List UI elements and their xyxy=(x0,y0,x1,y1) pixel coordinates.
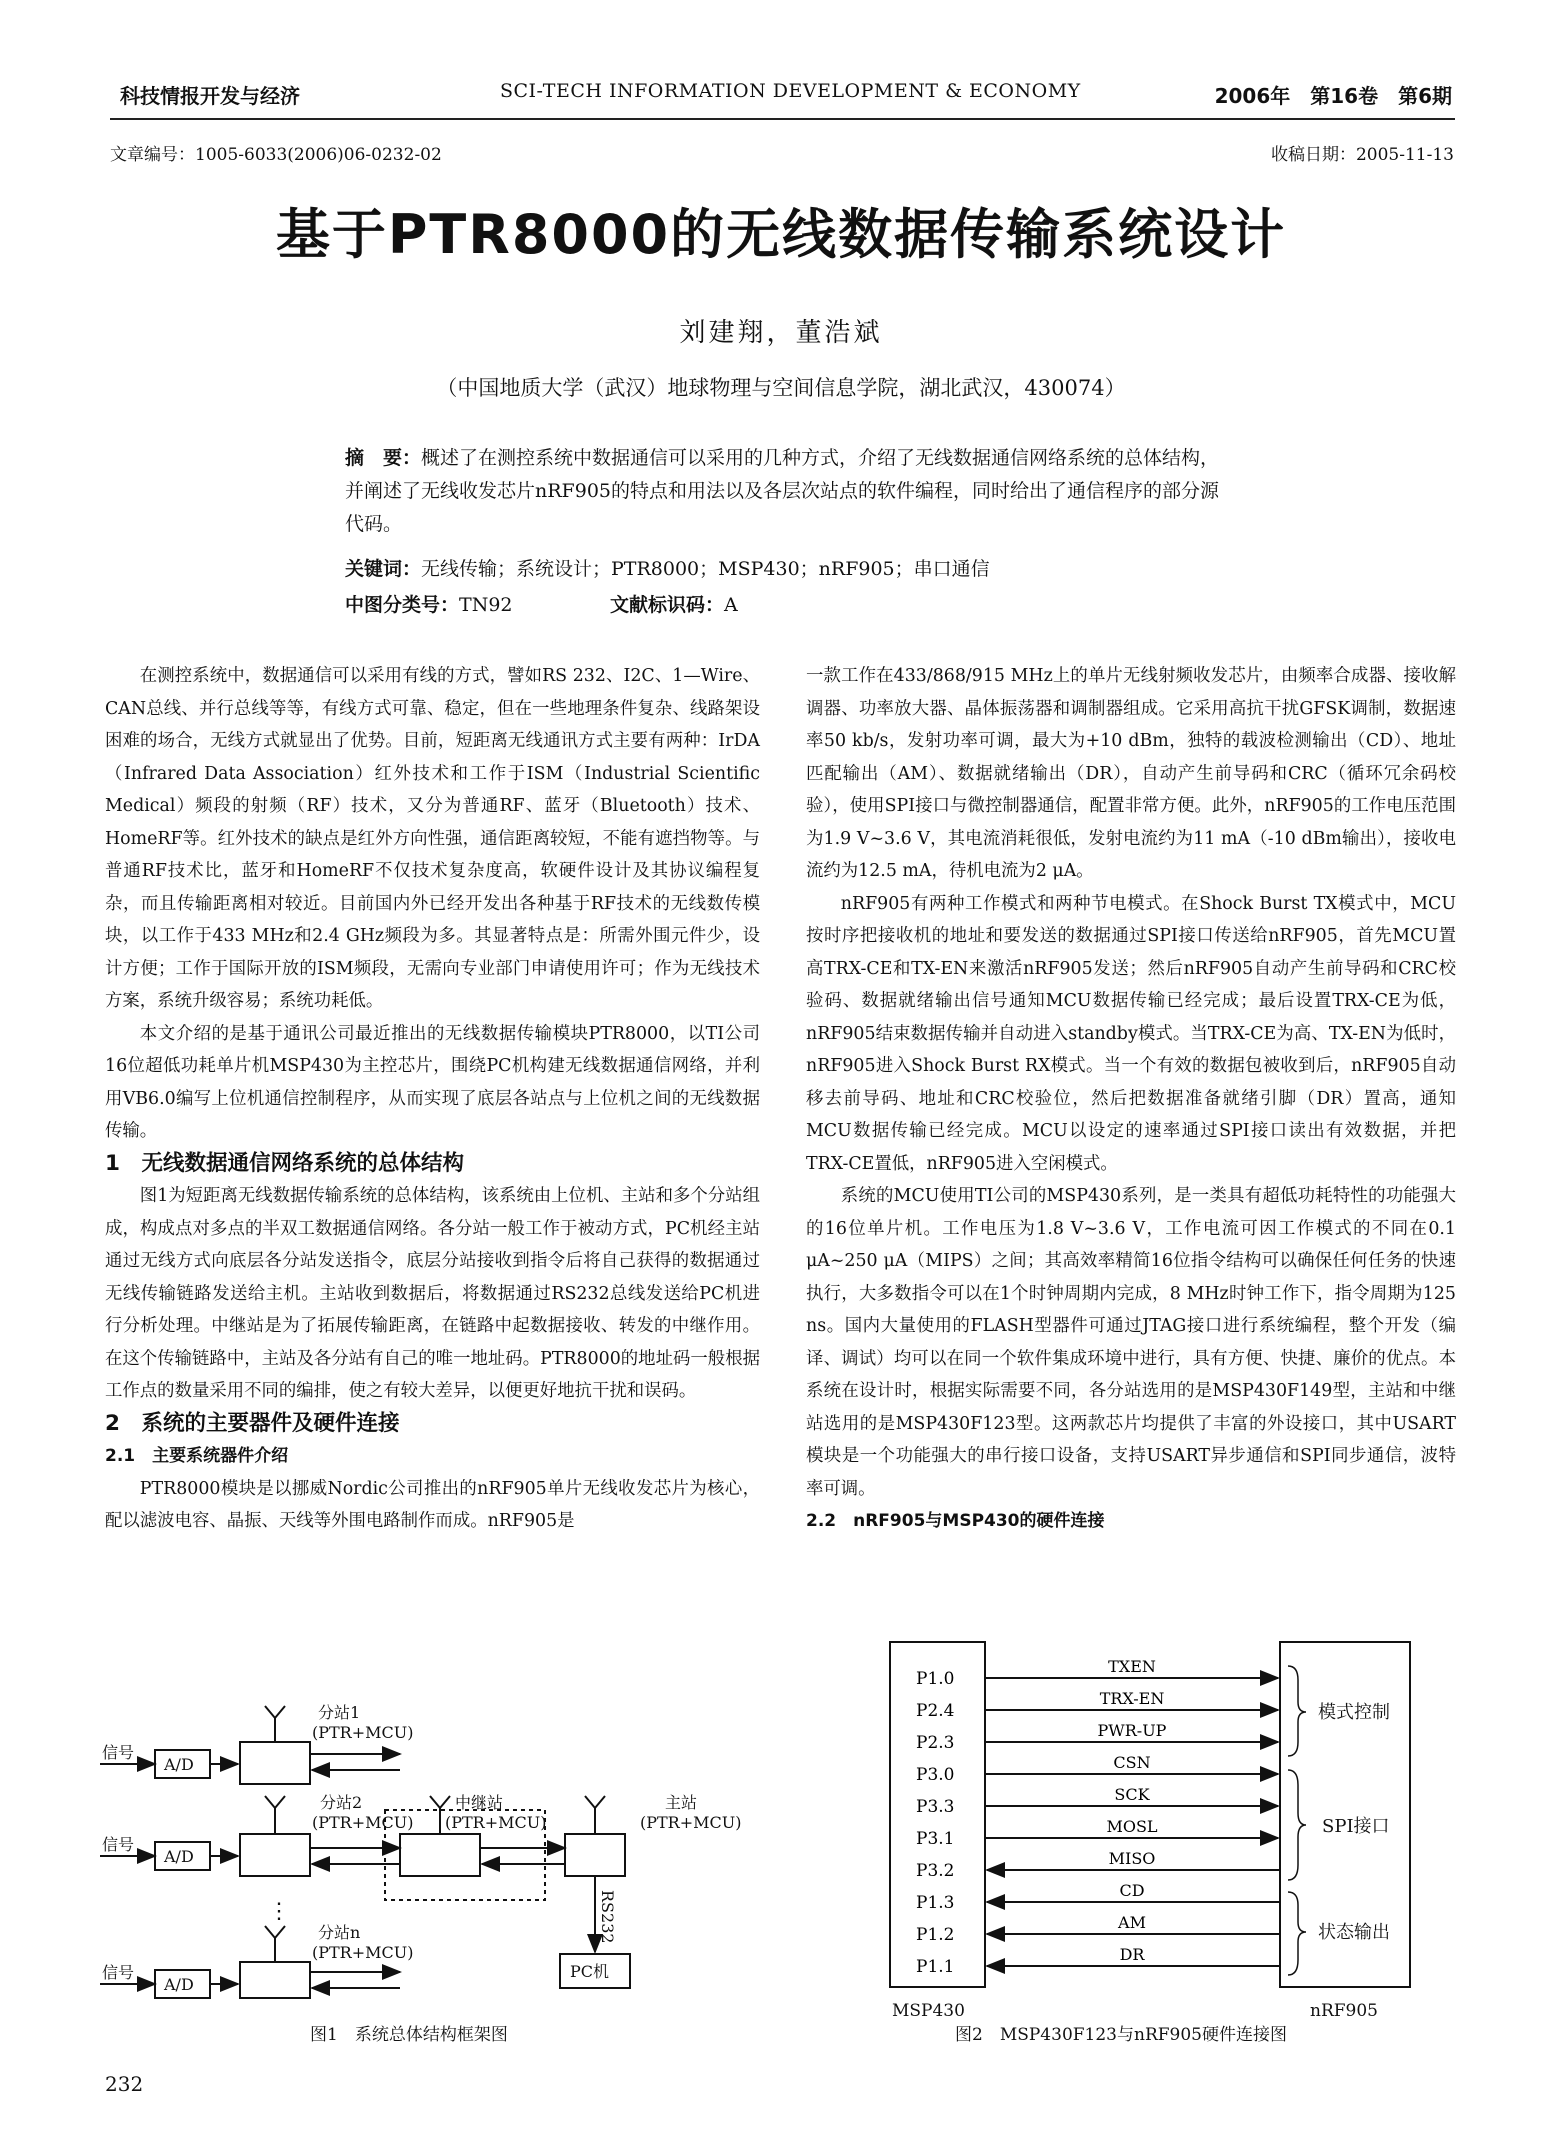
abstract-text: 概述了在测控系统中数据通信可以采用的几种方式，介绍了无线数据通信网络系统的总体结构，并阐述了无线收发芯片nRF905的特点和用法以及各层次站点的软件编程，同时给出了通信程序的部分源代码。 xyxy=(345,447,1220,535)
authors: 刘建翔，董浩斌 xyxy=(679,318,883,348)
signal-label-2: 信号 xyxy=(102,1835,135,1854)
figure-1-diagram xyxy=(100,1700,780,2000)
document-code xyxy=(610,590,738,617)
nrf905-signal-label: MISO xyxy=(1108,1849,1156,1868)
section-heading-1: 1 无线数据通信网络系统的总体结构 xyxy=(105,1150,464,1176)
document-code-label: 文献标识码： xyxy=(610,594,725,616)
keywords xyxy=(345,554,990,581)
paragraph: 在测控系统中，数据通信可以采用有线的方式，譬如RS 232、I2C、1—Wire、CAN总线、并行总线等等，有线方式可靠、稳定，但在一些地理条件复杂、线路架设困难的场合，无线方式就显出了优势。目前，短距离无线通讯方式主要有两种：IrDA（Infrared Data Association）红外技术和工作于ISM（Industrial Scientific Medical）频段的射频（RF）技术，又分为普通RF、蓝牙（Bluetooth）技术、HomeRF等。红外技术的缺点是红外方向性强，通信距离较短，不能有遮挡物等。与普通RF技术比，蓝牙和HomeRF不仅技术复杂度高，软硬件设计及其协议编程复杂，而且传输距离相对较近。目前国内外已经开发出各种基于RF技术的无线数传模块，以工作于433 MHz和2.4 GHz频段为多。其显著特点是：所需外围元件少，设计方便；工作于国际开放的ISM频段，无需向专业部门申请使用许可；作为无线技术方案，系统升级容易；系统功耗低。 xyxy=(105,666,760,1011)
page-number: 232 xyxy=(105,2072,144,2096)
nrf905-signal-label: MOSL xyxy=(1106,1817,1158,1836)
nrf905-signal-label: CSN xyxy=(1113,1753,1151,1772)
classification-label: 中图分类号： xyxy=(345,594,460,616)
affiliation: （中国地质大学（武汉）地球物理与空间信息学院，湖北武汉，430074） xyxy=(436,376,1126,400)
ptr-label-1: (PTR+MCU) xyxy=(312,1723,414,1742)
ptr-label-2: (PTR+MCU) xyxy=(312,1813,414,1832)
msp430-pin-label: P2.3 xyxy=(916,1733,955,1753)
ellipsis-dots: ⋮ xyxy=(268,1899,290,1924)
msp430-pin-label: P3.3 xyxy=(916,1797,955,1817)
group-spi: SPI接口 xyxy=(1322,1816,1390,1837)
msp430-pin-label: P1.3 xyxy=(916,1893,955,1913)
ptr-label-relay: (PTR+MCU) xyxy=(445,1813,547,1832)
paragraph: 一款工作在433/868/915 MHz上的单片无线射频收发芯片，由频率合成器、接收解调器、功率放大器、晶体振荡器和调制器组成。它采用高抗干扰GFSK调制，数据速率50 kb/s，发射功率可调，最大为+10 dBm，独特的载波检测输出（CD）、地址匹配输出（AM）、数据就绪输出（DR），自动产生前导码和CRC（循环冗余码校验），使用SPI接口与微控制器通信，配置非常方便。此外，nRF905的工作电压范围为1.9 V~3.6 V，其电流消耗很低，发射电流约为11 mA（-10 dBm输出），接收电流约为12.5 mA，待机电流为2 μA。 xyxy=(806,666,1456,881)
substation-2-label: 分站2 xyxy=(320,1793,363,1812)
signal-label-3: 信号 xyxy=(102,1963,135,1982)
nrf905-signal-label: DR xyxy=(1119,1945,1145,1964)
msp430-pin-label: P2.4 xyxy=(916,1701,955,1721)
left-column xyxy=(105,660,760,1538)
nrf905-signal-label: PWR-UP xyxy=(1097,1721,1167,1740)
paper-title: 基于PTR8000的无线数据传输系统设计 xyxy=(275,203,1287,266)
ad-label-1: A/D xyxy=(164,1755,194,1774)
msp430-pin-label: P3.1 xyxy=(916,1829,955,1849)
pc-label: PC机 xyxy=(570,1962,610,1981)
relay-label: 中继站 xyxy=(455,1793,504,1812)
nrf905-signal-label: AM xyxy=(1118,1913,1146,1932)
classification xyxy=(345,590,513,617)
signal-label-1: 信号 xyxy=(102,1743,135,1762)
keywords-text: 无线传输；系统设计；PTR8000；MSP430；nRF905；串口通信 xyxy=(421,558,990,580)
journal-name-en: SCI-TECH INFORMATION DEVELOPMENT & ECONOMY xyxy=(500,80,1081,102)
document-code-value: A xyxy=(724,594,738,616)
group-mode-control: 模式控制 xyxy=(1318,1702,1390,1723)
received-date: 收稿日期：2005-11-13 xyxy=(1270,145,1454,165)
abstract xyxy=(345,442,1225,541)
paragraph: 本文介绍的是基于通讯公司最近推出的无线数据传输模块PTR8000，以TI公司16位超低功耗单片机MSP430为主控芯片，围绕PC机构建无线数据通信网络，并利用VB6.0编写上位机通信控制程序，从而实现了底层各站点与上位机之间的无线数据传输。 xyxy=(105,1023,760,1141)
paragraph: 图1为短距离无线数据传输系统的总体结构，该系统由上位机、主站和多个分站组成，构成点对多点的半双工数据通信网络。各分站一般工作于被动方式，PC机经主站通过无线方式向底层各分站发送指令，底层分站接收到指令后将自己获得的数据通过无线传输链路发送给主机。主站收到数据后，将数据通过RS232总线发送给PC机进行分析处理。中继站是为了拓展传输距离，在链路中起数据接收、转发的中继作用。在这个传输链路中，主站及各分站有自己的唯一地址码。PTR8000的地址码一般根据工作点的数量采用不同的编排，使之有较大差异，以便更好地抗干扰和误码。 xyxy=(105,1186,760,1401)
ptr-label-master: (PTR+MCU) xyxy=(640,1813,742,1832)
paragraph: 系统的MCU使用TI公司的MSP430系列，是一类具有超低功耗特性的功能强大的16位单片机。工作电压为1.8 V~3.6 V，工作电流可因工作模式的不同在0.1 μA~250 μA（MIPS）之间；其高效率精简16位指令结构可以确保任何任务的快速执行，大多数指令可以在1个时钟周期内完成，8 MHz时钟工作下，指令周期为125 ns。国内大量使用的FLASH型器件可通过JTAG接口进行系统编程，整个开发（编译、调试）均可以在同一个软件集成环境中进行，具有方便、快捷、廉价的优点。本系统在设计时，根据实际需要不同，各分站选用的是MSP430F149型，主站和中继站选用的是MSP430F123型。这两款芯片均提供了丰富的外设接口，其中USART模块是一个功能强大的串行接口设备，支持USART异步通信和SPI同步通信，波特率可调。 xyxy=(806,1186,1456,1499)
nrf905-signal-label: TRX-EN xyxy=(1099,1689,1165,1708)
msp430-pin-label: P3.0 xyxy=(916,1765,955,1785)
issue-info: 2006年 第16卷 第6期 xyxy=(1214,84,1452,108)
section-heading-2: 2 系统的主要器件及硬件连接 xyxy=(105,1410,400,1436)
subsection-heading-2-1: 2.1 主要系统器件介绍 xyxy=(105,1446,289,1466)
right-column xyxy=(806,660,1456,1538)
journal-name-cn: 科技情报开发与经济 xyxy=(120,84,300,108)
rs232-label: RS232 xyxy=(598,1890,617,1944)
figure-2-caption: 图2 MSP430F123与nRF905硬件连接图 xyxy=(955,2025,1287,2045)
paragraph: PTR8000模块是以挪威Nordic公司推出的nRF905单片无线收发芯片为核心，配以滤波电容、晶振、天线等外围电路制作而成。nRF905是 xyxy=(105,1478,760,1531)
subsection-heading-2-2: 2.2 nRF905与MSP430的硬件连接 xyxy=(806,1511,1105,1531)
figure-1-caption: 图1 系统总体结构框架图 xyxy=(310,2025,508,2045)
msp430-pin-label: P1.2 xyxy=(916,1925,955,1945)
substation-1-label: 分站1 xyxy=(318,1703,361,1722)
nrf905-signal-label: TXEN xyxy=(1108,1657,1156,1676)
header-rule xyxy=(110,118,1455,120)
keywords-label: 关键词： xyxy=(345,558,422,580)
ad-label-2: A/D xyxy=(164,1847,194,1866)
master-label: 主站 xyxy=(665,1793,698,1812)
msp430-label: MSP430 xyxy=(892,2001,965,2021)
msp430-pin-label: P1.0 xyxy=(916,1669,955,1689)
nrf905-label: nRF905 xyxy=(1310,2001,1378,2021)
abstract-label: 摘 要： xyxy=(345,447,422,469)
group-status-output: 状态输出 xyxy=(1318,1922,1390,1943)
article-number: 文章编号：1005-6033(2006)06-0232-02 xyxy=(110,145,442,165)
nrf905-signal-label: SCK xyxy=(1114,1785,1150,1804)
nrf905-signal-label: CD xyxy=(1119,1881,1145,1900)
msp430-pin-label: P1.1 xyxy=(916,1957,955,1977)
ptr-label-n: (PTR+MCU) xyxy=(312,1943,414,1962)
paragraph: nRF905有两种工作模式和两种节电模式。在Shock Burst TX模式中，MCU按时序把接收机的地址和要发送的数据通过SPI接口传送给nRF905，首先MCU置高TRX-CE和TX-EN来激活nRF905发送；然后nRF905自动产生前导码和CRC校验码、数据就绪输出信号通知MCU数据传输已经完成；最后设置TRX-CE为低，nRF905结束数据传输并自动进入standby模式。当TRX-CE为高、TX-EN为低时，nRF905进入Shock Burst RX模式。当一个有效的数据包被收到后，nRF905自动移去前导码、地址和CRC校验位，然后把数据准备就绪引脚（DR）置高，通知MCU数据传输已经完成。MCU以设定的速率通过SPI接口读出有效数据，并把TRX-CE置低，nRF905进入空闲模式。 xyxy=(806,893,1456,1174)
figure-2-diagram xyxy=(880,1630,1440,2030)
msp430-pin-label: P3.2 xyxy=(916,1861,955,1881)
ad-label-3: A/D xyxy=(164,1975,194,1994)
substation-n-label: 分站n xyxy=(318,1923,361,1942)
classification-value: TN92 xyxy=(459,594,513,616)
